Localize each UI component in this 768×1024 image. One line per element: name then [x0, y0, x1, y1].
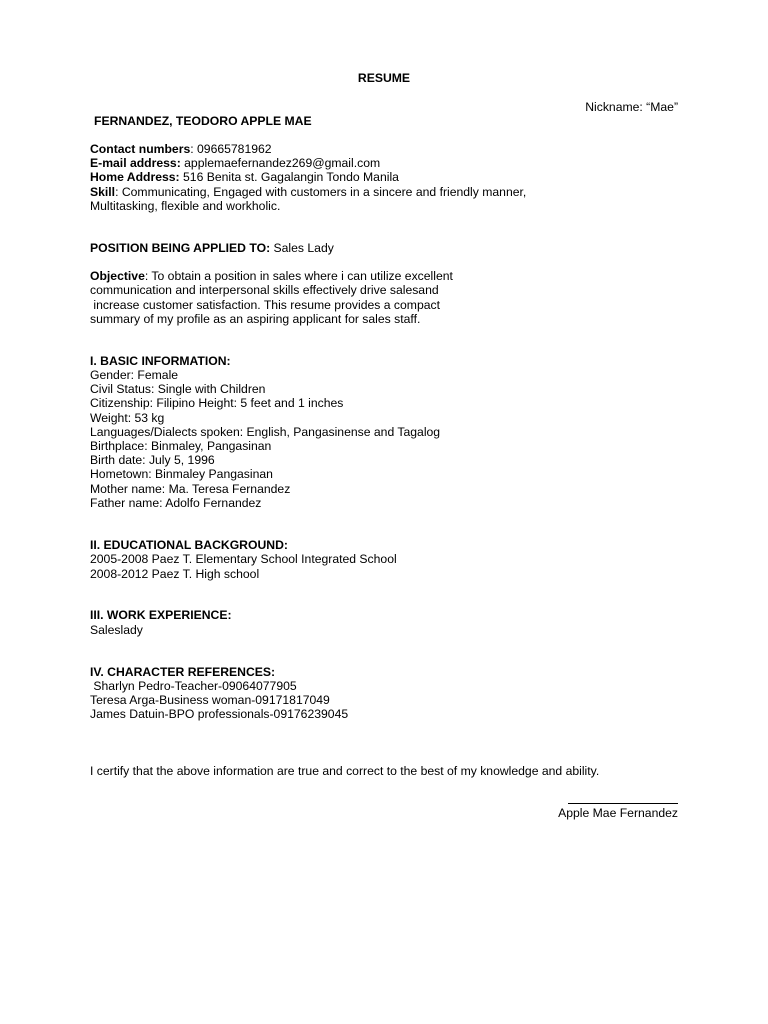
certification-statement: I certify that the above information are true and correct to the best of my knowledge and ability.: [90, 764, 600, 778]
basic-info-item: Civil Status: Single with Children: [90, 382, 266, 396]
home-address: [90, 170, 399, 185]
applicant-name: FERNANDEZ, TEODORO APPLE MAE: [94, 114, 312, 128]
contact-numbers-value: : 09665781962: [190, 142, 272, 156]
reference-item: Sharlyn Pedro-Teacher-09064077905: [90, 679, 297, 693]
education-item: 2005-2008 Paez T. Elementary School Integrated School: [90, 552, 397, 566]
reference-item: Teresa Arga-Business woman-09171817049: [90, 693, 330, 707]
objective-label: Objective: [90, 269, 145, 283]
email-label: E-mail address:: [90, 156, 181, 170]
reference-item: James Datuin-BPO professionals-09176239045: [90, 707, 349, 721]
basic-info-item: Mother name: Ma. Teresa Fernandez: [90, 482, 291, 496]
email-value: applemaefernandez269@gmail.com: [180, 156, 381, 170]
nickname: Nickname: “Mae”: [585, 100, 678, 114]
position-label: POSITION BEING APPLIED TO:: [90, 241, 271, 255]
basic-info-item: Hometown: Binmaley Pangasinan: [90, 467, 273, 481]
education-item: 2008-2012 Paez T. High school: [90, 567, 260, 581]
basic-info-item: Father name: Adolfo Fernandez: [90, 496, 262, 510]
basic-info-heading: I. BASIC INFORMATION:: [90, 354, 231, 368]
basic-info-item: Weight: 53 kg: [90, 411, 165, 425]
skill: [90, 185, 526, 200]
work-item: Saleslady: [90, 623, 143, 637]
basic-info-item: Birthplace: Binmaley, Pangasinan: [90, 439, 272, 453]
skill-continued: Multitasking, flexible and workholic.: [90, 199, 281, 213]
references-heading: IV. CHARACTER REFERENCES:: [90, 665, 276, 679]
document-title: [0, 71, 768, 85]
work-heading: III. WORK EXPERIENCE:: [90, 608, 232, 622]
contact-numbers-label: Contact numbers: [90, 142, 191, 156]
email-address: [90, 156, 380, 171]
signature-name: Apple Mae Fernandez: [558, 806, 678, 820]
objective-line-3: increase customer satisfaction. This resume provides a compact: [90, 298, 440, 312]
objective-line-4: summary of my profile as an aspiring applicant for sales staff.: [90, 312, 421, 326]
objective-text-1: : To obtain a position in sales where i can utilize excellent: [144, 269, 453, 283]
address-value: 516 Benita st. Gagalangin Tondo Manila: [179, 170, 399, 184]
signature-line: [568, 803, 678, 804]
address-label: Home Address:: [90, 170, 180, 184]
education-heading: II. EDUCATIONAL BACKGROUND:: [90, 538, 288, 552]
objective-line-2: communication and interpersonal skills effectively drive salesand: [90, 283, 439, 297]
objective-line-1: [90, 269, 453, 284]
basic-info-item: Birth date: July 5, 1996: [90, 453, 215, 467]
position-applied: [90, 241, 334, 256]
basic-info-item: Gender: Female: [90, 368, 179, 382]
position-value: Sales Lady: [270, 241, 334, 255]
basic-info-item: Languages/Dialects spoken: English, Pangasinense and Tagalog: [90, 425, 441, 439]
skill-label: Skill: [90, 185, 116, 199]
skill-value: : Communicating, Engaged with customers in a sincere and friendly manner,: [115, 185, 527, 199]
document-title-text: RESUME: [357, 71, 411, 85]
basic-info-item: Citizenship: Filipino Height: 5 feet and 1 inches: [90, 396, 344, 410]
contact-numbers: [90, 142, 272, 157]
